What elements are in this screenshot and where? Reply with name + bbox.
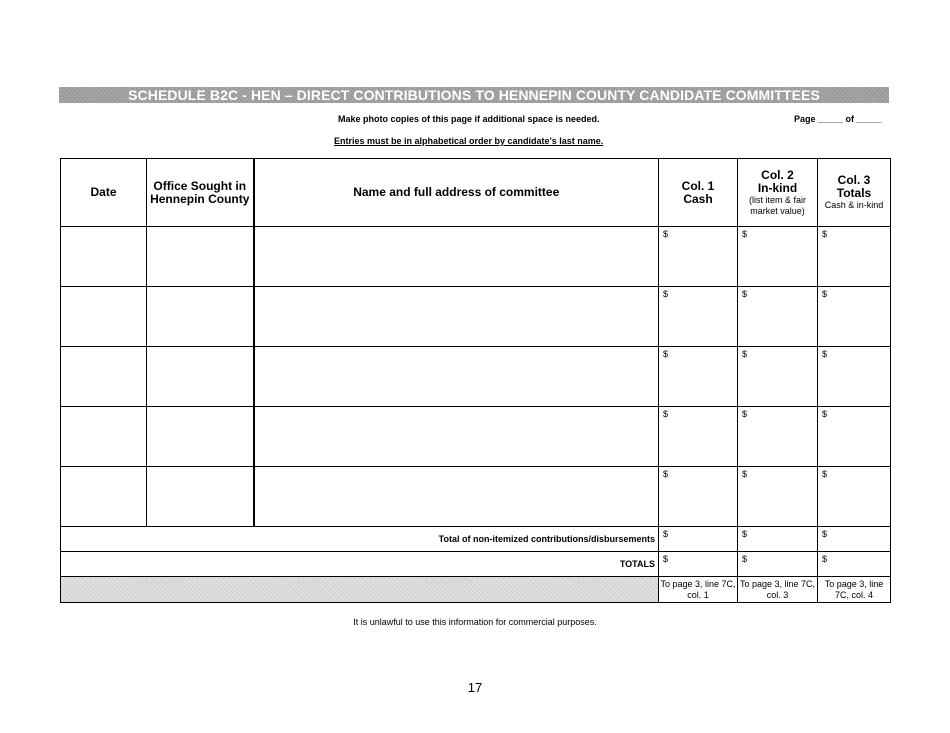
totals-cash-cell[interactable]: [659, 552, 738, 577]
dollar-sign: $: [663, 409, 669, 419]
cash-cell[interactable]: [659, 227, 738, 287]
cash-cell[interactable]: [659, 347, 738, 407]
dollar-sign: $: [742, 349, 748, 359]
disclaimer: It is unlawful to use this information for commercial purposes.: [353, 617, 597, 627]
col3-note: Cash & in-kind: [824, 200, 884, 210]
total-cell[interactable]: [818, 467, 891, 527]
committee-cell[interactable]: [254, 467, 659, 527]
col1-destination: To page 3, line 7C, col. 1: [659, 577, 738, 603]
dollar-sign: $: [663, 469, 669, 479]
cash-cell[interactable]: [659, 407, 738, 467]
col1-cash-header: [659, 159, 738, 227]
totals-total-cell[interactable]: [818, 552, 891, 577]
committee-cell[interactable]: [254, 227, 659, 287]
non-itemized-row: [61, 527, 891, 552]
total-cell[interactable]: [818, 407, 891, 467]
entry-row: [61, 347, 891, 407]
header-row: [61, 159, 891, 227]
inkind-cell[interactable]: [738, 347, 818, 407]
col2-title: Col. 2: [761, 167, 794, 182]
inkind-cell[interactable]: [738, 407, 818, 467]
date-cell[interactable]: [61, 347, 147, 407]
col1-subtitle: Cash: [683, 191, 713, 206]
dollar-sign: $: [822, 229, 828, 239]
dollar-sign: $: [742, 469, 748, 479]
col1-title: Col. 1: [681, 178, 715, 193]
photocopy-instruction: Make photo copies of this page if additional space is needed.: [338, 114, 600, 124]
dollar-sign: $: [742, 529, 748, 539]
page-of-field[interactable]: Page _____ of _____: [794, 114, 882, 124]
dollar-sign: $: [742, 554, 748, 564]
date-cell[interactable]: [61, 407, 147, 467]
date-cell[interactable]: [61, 287, 147, 347]
total-cell[interactable]: [818, 347, 891, 407]
contributions-table: [60, 158, 891, 603]
dollar-sign: $: [663, 229, 669, 239]
col2-destination: To page 3, line 7C, col. 3: [738, 577, 818, 603]
non-itemized-label: Total of non-itemized contributions/disbursements: [61, 527, 659, 552]
date-cell[interactable]: [61, 227, 147, 287]
schedule-title: SCHEDULE B2C - HEN – DIRECT CONTRIBUTIONS TO HENNEPIN COUNTY CANDIDATE COMMITTEES: [59, 87, 889, 103]
shaded-area: [61, 577, 659, 603]
office-cell[interactable]: [147, 467, 254, 527]
non-itemized-total-cell[interactable]: [818, 527, 891, 552]
totals-row: [61, 552, 891, 577]
dollar-sign: $: [822, 409, 828, 419]
inkind-cell[interactable]: [738, 227, 818, 287]
dollar-sign: $: [822, 289, 828, 299]
dollar-sign: $: [742, 229, 748, 239]
cash-cell[interactable]: [659, 467, 738, 527]
total-cell[interactable]: [818, 227, 891, 287]
inkind-cell[interactable]: [738, 467, 818, 527]
office-cell[interactable]: [147, 227, 254, 287]
dollar-sign: $: [822, 529, 828, 539]
date-cell[interactable]: [61, 467, 147, 527]
col2-subtitle: In-kind: [757, 180, 798, 195]
col3-title: Col. 3: [837, 173, 871, 187]
alphabetical-order-instruction: Entries must be in alphabetical order by candidate’s last name.: [334, 136, 604, 146]
col2-inkind-header: [738, 159, 818, 227]
office-cell[interactable]: [147, 407, 254, 467]
destination-row: [61, 577, 891, 603]
col3-subtitle: Totals: [836, 186, 872, 200]
col3-totals-header: [818, 159, 891, 227]
entry-row: [61, 467, 891, 527]
non-itemized-inkind-cell[interactable]: [738, 527, 818, 552]
office-cell[interactable]: [147, 347, 254, 407]
dollar-sign: $: [663, 529, 669, 539]
entry-row: [61, 407, 891, 467]
col3-destination: To page 3, line 7C, col. 4: [818, 577, 891, 603]
dollar-sign: $: [742, 289, 748, 299]
dollar-sign: $: [822, 554, 828, 564]
dollar-sign: $: [822, 349, 828, 359]
col2-note: (list item & fair market value): [748, 194, 806, 216]
committee-cell[interactable]: [254, 347, 659, 407]
committee-name-header: Name and full address of committee: [254, 159, 659, 227]
dollar-sign: $: [663, 289, 669, 299]
office-cell[interactable]: [147, 287, 254, 347]
date-header: Date: [61, 159, 147, 227]
totals-inkind-cell[interactable]: [738, 552, 818, 577]
dollar-sign: $: [822, 469, 828, 479]
committee-cell[interactable]: [254, 287, 659, 347]
dollar-sign: $: [742, 409, 748, 419]
entry-row: [61, 227, 891, 287]
office-sought-header: Office Sought in Hennepin County: [147, 159, 254, 227]
non-itemized-cash-cell[interactable]: [659, 527, 738, 552]
page-number: 17: [467, 680, 483, 695]
cash-cell[interactable]: [659, 287, 738, 347]
dollar-sign: $: [663, 554, 669, 564]
total-cell[interactable]: [818, 287, 891, 347]
inkind-cell[interactable]: [738, 287, 818, 347]
totals-label: TOTALS: [61, 552, 659, 577]
entry-row: [61, 287, 891, 347]
committee-cell[interactable]: [254, 407, 659, 467]
dollar-sign: $: [663, 349, 669, 359]
